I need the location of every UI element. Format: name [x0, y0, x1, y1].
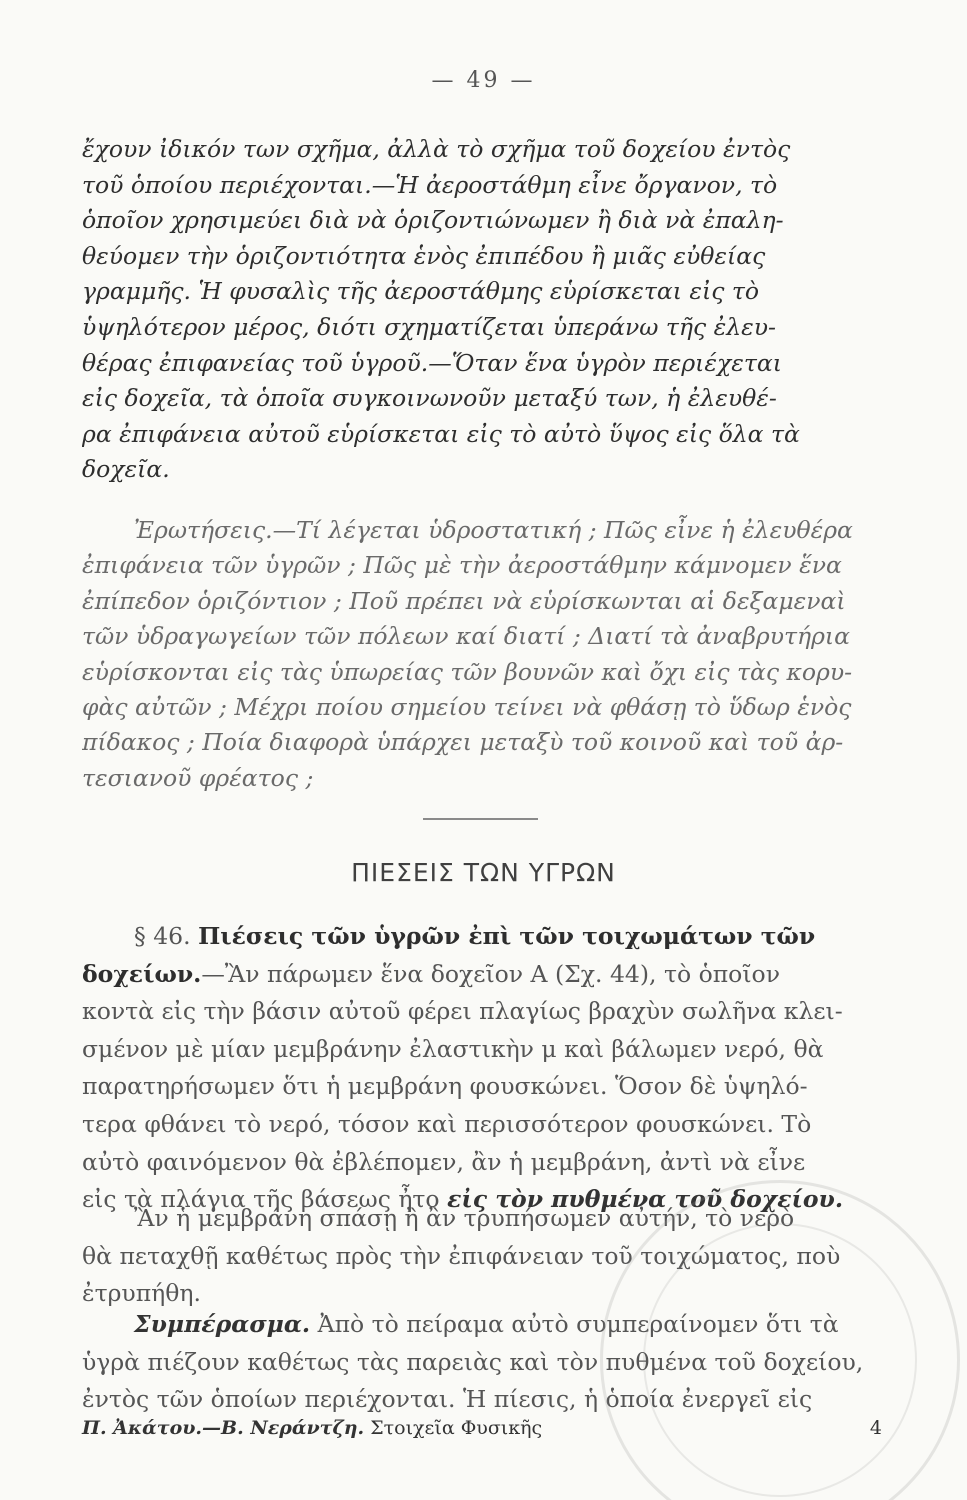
- section-title: Πιέσεις τῶν ὑγρῶν ἐπὶ τῶν τοιχωμάτων τῶν: [198, 922, 816, 950]
- text-line: κοντὰ εἰς τὴν βάσιν αὐτοῦ φέρει πλαγίως βραχὺν σωλῆνα κλει-: [82, 997, 843, 1026]
- section-46-paragraph: [82, 918, 882, 1219]
- footer-book-title: Στοιχεῖα Φυσικῆς: [370, 1417, 543, 1439]
- text-line: [82, 1306, 882, 1344]
- text-line: Ἐρωτήσεις.—Τί λέγεται ὑδροστατική ; Πῶς εἶνε ἡ ἐλευθέρα: [134, 516, 853, 544]
- text-line: θὰ πεταχθῇ καθέτως πρὸς τὴν ἐπιφάνειαν τοῦ τοιχώματος, ποὺ: [82, 1241, 841, 1270]
- text-line: εἰς δοχεῖα, τὰ ὁποῖα συγκοινωνοῦν μεταξύ των, ἡ ἐλευθέ-: [82, 384, 777, 413]
- section-text: —Ἂν πάρωμεν ἕνα δοχεῖον Α (Σχ. 44), τὸ ὁποῖον: [201, 959, 780, 988]
- chapter-heading: ΠΙΕΣΕΙΣ ΤΩΝ ΥΓΡΩΝ: [351, 858, 616, 887]
- text-line: εὑρίσκονται εἰς τὰς ὑπωρείας τῶν βουνῶν καὶ ὄχι εἰς τὰς κορυ-: [82, 657, 853, 686]
- text-line: ἐντὸς τῶν ὁποίων περιέχονται. Ἡ πίεσις, ἡ ὁποία ἐνεργεῖ εἰς: [82, 1385, 813, 1414]
- text-line: παρατηρήσωμεν ὅτι ἡ μεμβράνη φουσκώνει. Ὅσον δὲ ὑψηλό-: [82, 1072, 808, 1101]
- conclusion-text: Ἀπὸ τὸ πείραμα αὐτὸ συμπεραίνομεν ὅτι τὰ: [317, 1310, 839, 1338]
- text-line: τεσιανοῦ φρέατος ;: [82, 763, 314, 792]
- text-line: ὑγρὰ πιέζουν καθέτως τὰς παρειὰς καὶ τὸν πυθμένα τοῦ δοχείου,: [82, 1347, 864, 1376]
- text-line: ἐπιφάνεια τῶν ὑγρῶν ; Πῶς μὲ τὴν ἀεροστάθμην κάμνομεν ἕνα: [82, 551, 842, 580]
- text-line: ἔχουν ἰδικόν των σχῆμα, ἀλλὰ τὸ σχῆμα τοῦ δοχείου ἐντὸς: [82, 135, 791, 163]
- membrane-paragraph: [82, 1200, 882, 1313]
- text-line: τῶν ὑδραγωγείων τῶν πόλεων καί διατί ; Διατί τὰ ἀναβρυτήρια: [82, 622, 851, 651]
- text-line: σμένον μὲ μίαν μεμβράνην ἐλαστικὴν μ καὶ βάλωμεν νερό, θὰ: [82, 1034, 824, 1063]
- text-line: θέρας ἐπιφανείας τοῦ ὑγροῦ.—Ὅταν ἕνα ὑγρὸν περιέχεται: [82, 348, 782, 377]
- text-line: Ἂν ἡ μεμβράνη σπάσῃ ἢ ἂν τρυπήσωμεν αὐτήν, τὸ νερὸ: [134, 1204, 795, 1232]
- text-line: ἐπίπεδον ὁριζόντιον ; Ποῦ πρέπει νὰ εὑρίσκωνται αἱ δεξαμεναὶ: [82, 586, 846, 615]
- text-line: φὰς αὐτῶν ; Μέχρι ποίου σημείου τείνει νὰ φθάσῃ τὸ ὕδωρ ἑνὸς: [82, 693, 852, 722]
- conclusion-label: Συμπέρασμα.: [134, 1310, 311, 1338]
- page-number: — 49 —: [431, 68, 536, 93]
- questions-paragraph: [82, 513, 882, 796]
- footer-authors: Π. Ἀκάτου.—Β. Νεράντζη.: [82, 1417, 365, 1439]
- text-line: τερα φθάνει τὸ νερό, τόσον καὶ περισσότερον φουσκώνει. Τὸ: [82, 1109, 812, 1138]
- text-line: τοῦ ὁποίου περιέχονται.—Ἡ ἀεροστάθμη εἶνε ὄργανον, τὸ: [82, 170, 778, 199]
- text-line: ὁποῖον χρησιμεύει διὰ νὰ ὁριζοντιώνωμεν ἢ διὰ νὰ ἐπαλη-: [82, 206, 784, 235]
- section-number: § 46.: [134, 922, 191, 950]
- text-line: θεύομεν τὴν ὁριζοντιότητα ἑνὸς ἐπιπέδου ἢ μιᾶς εὐθείας: [82, 241, 766, 270]
- section-divider: [423, 818, 538, 820]
- text-line: ὑψηλότερον μέρος, διότι σχηματίζεται ὑπεράνω τῆς ἐλευ-: [82, 312, 776, 341]
- emphasis-text: εἰς τὸν πυθμένα τοῦ δοχείου.: [447, 1185, 844, 1214]
- text-line: πίδακος ; Ποία διαφορὰ ὑπάρχει μεταξὺ τοῦ κοινοῦ καὶ τοῦ ἀρ-: [82, 728, 844, 757]
- footer-signature: 4: [869, 1417, 882, 1439]
- text-line: δοχεῖα.: [82, 455, 170, 484]
- page-footer: [82, 1417, 882, 1439]
- section-title-line: [82, 918, 882, 956]
- text-line: [82, 956, 882, 994]
- conclusion-paragraph: [82, 1306, 882, 1419]
- section-text: εἰς τὰ πλάγια τῆς βάσεως ἦτο: [82, 1185, 440, 1214]
- text-line: ρα ἐπιφάνεια αὐτοῦ εὑρίσκεται εἰς τὸ αὐτὸ ὕψος εἰς ὅλα τὰ: [82, 419, 800, 448]
- text-line: ἐτρυπήθη.: [82, 1279, 201, 1308]
- section-title-end: δοχείων.: [82, 959, 202, 988]
- paragraph-hydrostatics-level: [82, 132, 882, 488]
- text-line: αὐτὸ φαινόμενον θὰ ἐβλέπομεν, ἂν ἡ μεμβράνη, ἀντὶ νὰ εἶνε: [82, 1147, 806, 1176]
- text-line: γραμμῆς. Ἡ φυσαλὶς τῆς ἀεροστάθμης εὑρίσκεται εἰς τὸ: [82, 277, 759, 306]
